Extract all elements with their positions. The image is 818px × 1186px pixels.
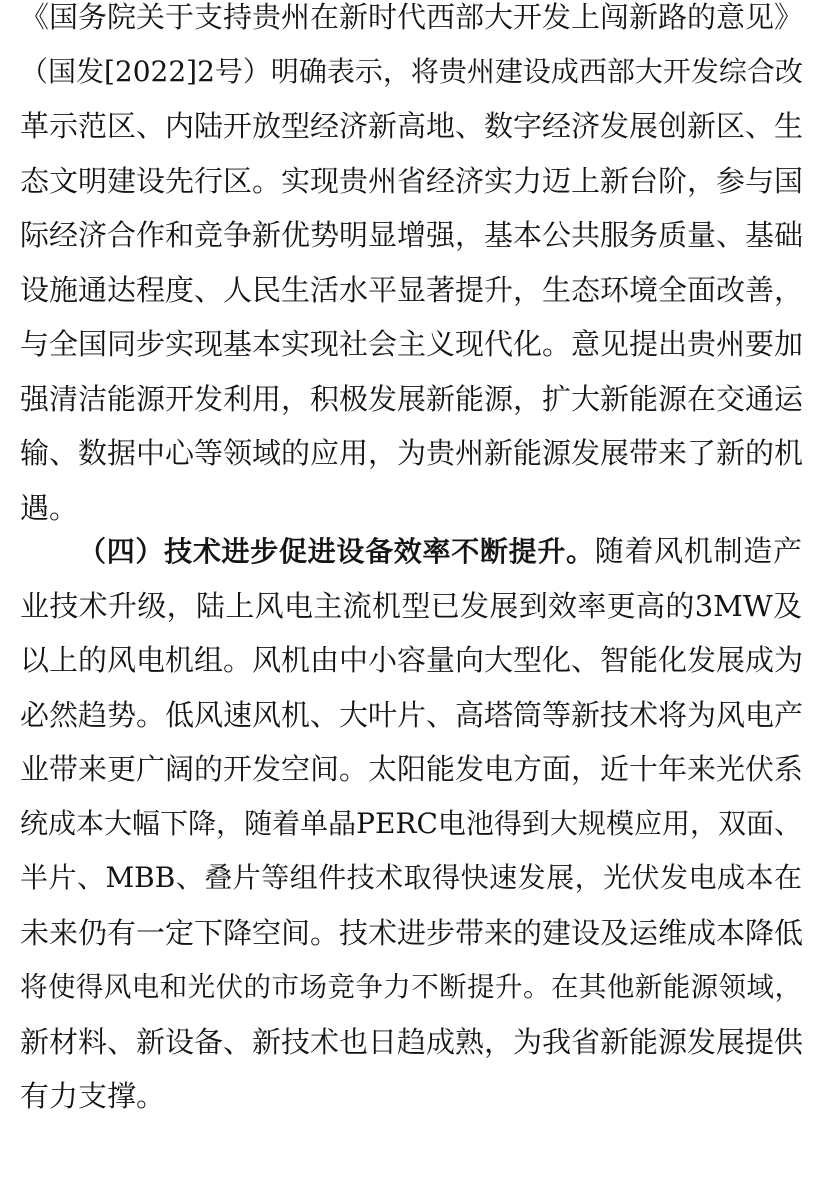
section-heading: （四）技术进步促进设备效率不断提升。 bbox=[78, 535, 595, 568]
text-line: 统成本大幅下降，随着单晶PERC电池得到大规模应用，双面、 bbox=[20, 806, 802, 840]
text-run: 随着风机制造产 bbox=[594, 534, 802, 568]
text-line: 输、数据中心等领域的应用，为贵州新能源发展带来了新的机 bbox=[20, 436, 804, 470]
text-line: 设施通达程度、人民生活水平显著提升，生态环境全面改善， bbox=[20, 272, 804, 307]
text-line: 未来仍有一定下降空间。技术进步带来的建设及运维成本降低 bbox=[20, 915, 804, 950]
text-line: 新材料、新设备、新技术也日趋成熟，为我省新能源发展提供 bbox=[20, 1024, 804, 1059]
text-line: 与全国同步实现基本实现社会主义现代化。意见提出贵州要加 bbox=[20, 327, 804, 361]
text-line: 革示范区、内陆开放型经济新高地、数字经济发展创新区、生 bbox=[20, 109, 804, 143]
text-line: 有力支撑。 bbox=[20, 1079, 166, 1113]
text-line: 半片、MBB、叠片等组件技术取得快速发展，光伏发电成本在 bbox=[20, 861, 802, 894]
heading-line bbox=[20, 524, 802, 579]
paragraph-guizhou-policy bbox=[20, 0, 802, 535]
text-line: 业技术升级，陆上风电主流机型已发展到效率更高的3MW及 bbox=[20, 588, 802, 623]
text-line: 以上的风电机组。风机由中小容量向大型化、智能化发展成为 bbox=[20, 643, 804, 677]
text-line: 强清洁能源开发利用，积极发展新能源，扩大新能源在交通运 bbox=[20, 381, 804, 416]
text-line: 将使得风电和光伏的市场竞争力不断提升。在其他新能源领域， bbox=[20, 971, 802, 1003]
text-line: 遇。 bbox=[20, 490, 79, 525]
text-line: （国发[2022]2号）明确表示，将贵州建设成西部大开发综合改 bbox=[20, 54, 803, 88]
text-line: 态文明建设先行区。实现贵州省经济实力迈上新台阶，参与国 bbox=[20, 163, 804, 198]
paragraph-technology-progress bbox=[20, 524, 802, 1124]
text-line: 《国务院关于支持贵州在新时代西部大开发上闯新路的意见》 bbox=[20, 0, 804, 34]
text-line: 际经济合作和竞争新优势明显增强，基本公共服务质量、基础 bbox=[20, 218, 804, 252]
text-line: 必然趋势。低风速风机、大叶片、高塔筒等新技术将为风电产 bbox=[20, 697, 804, 732]
text-line: 业带来更广阔的开发空间。太阳能发电方面，近十年来光伏系 bbox=[20, 752, 804, 786]
